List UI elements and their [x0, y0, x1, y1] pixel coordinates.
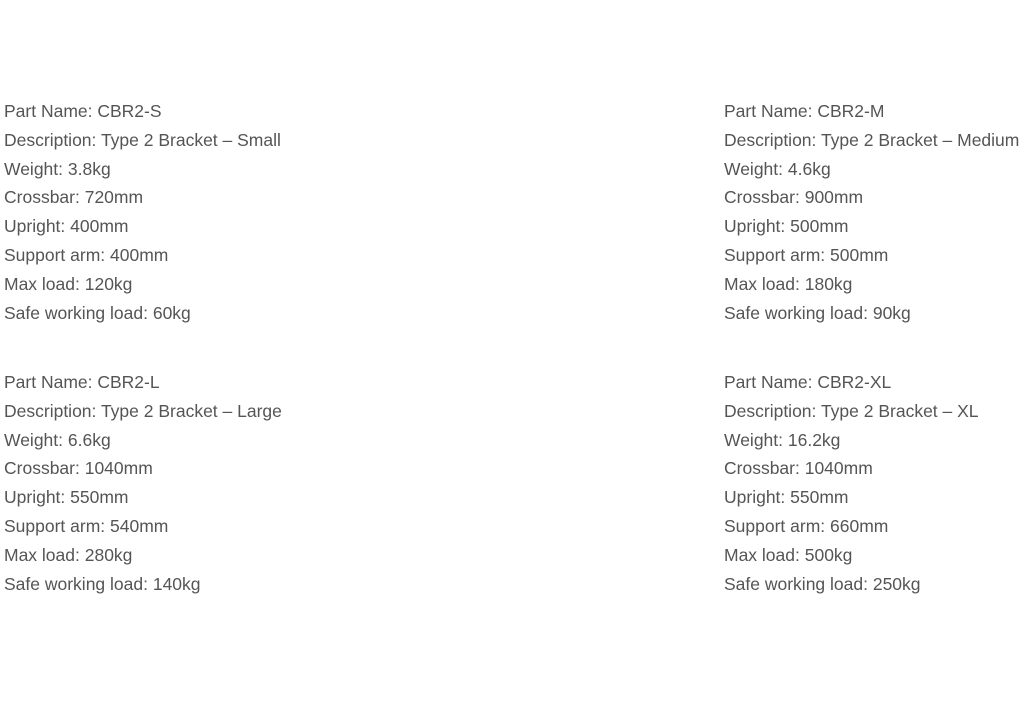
part-name: Part Name: CBR2-M	[724, 101, 885, 121]
support-arm: Support arm: 660mm	[724, 515, 889, 536]
description: Description: Type 2 Bracket – Small	[4, 129, 281, 150]
crossbar: Crossbar: 720mm	[4, 187, 144, 208]
support-arm: Support arm: 500mm	[724, 244, 889, 265]
part-name: Part Name: CBR2-XL	[724, 372, 892, 392]
max-load: Max load: 500kg	[724, 544, 853, 565]
product-spec-cbr2-s	[4, 97, 281, 327]
max-load: Max load: 120kg	[4, 273, 133, 294]
product-spec-cbr2-m	[724, 97, 1019, 327]
safe-working-load: Safe working load: 90kg	[724, 302, 911, 323]
upright: Upright: 550mm	[724, 487, 849, 508]
max-load: Max load: 280kg	[4, 544, 133, 565]
description: Description: Type 2 Bracket – Large	[4, 400, 282, 421]
safe-working-load: Safe working load: 140kg	[4, 573, 201, 594]
upright: Upright: 500mm	[724, 216, 849, 237]
crossbar: Crossbar: 1040mm	[724, 458, 873, 479]
weight: Weight: 16.2kg	[724, 429, 841, 450]
support-arm: Support arm: 540mm	[4, 515, 169, 536]
weight: Weight: 4.6kg	[724, 158, 831, 179]
description: Description: Type 2 Bracket – Medium	[724, 129, 1020, 150]
part-name: Part Name: CBR2-S	[4, 101, 162, 121]
safe-working-load: Safe working load: 250kg	[724, 573, 921, 594]
part-name: Part Name: CBR2-L	[4, 372, 160, 392]
upright: Upright: 550mm	[4, 487, 129, 508]
safe-working-load: Safe working load: 60kg	[4, 302, 191, 323]
weight: Weight: 3.8kg	[4, 158, 111, 179]
product-spec-cbr2-xl	[724, 368, 979, 598]
support-arm: Support arm: 400mm	[4, 244, 169, 265]
crossbar: Crossbar: 1040mm	[4, 458, 153, 479]
upright: Upright: 400mm	[4, 216, 129, 237]
weight: Weight: 6.6kg	[4, 429, 111, 450]
crossbar: Crossbar: 900mm	[724, 187, 864, 208]
product-spec-cbr2-l	[4, 368, 282, 598]
max-load: Max load: 180kg	[724, 273, 853, 294]
description: Description: Type 2 Bracket – XL	[724, 400, 979, 421]
